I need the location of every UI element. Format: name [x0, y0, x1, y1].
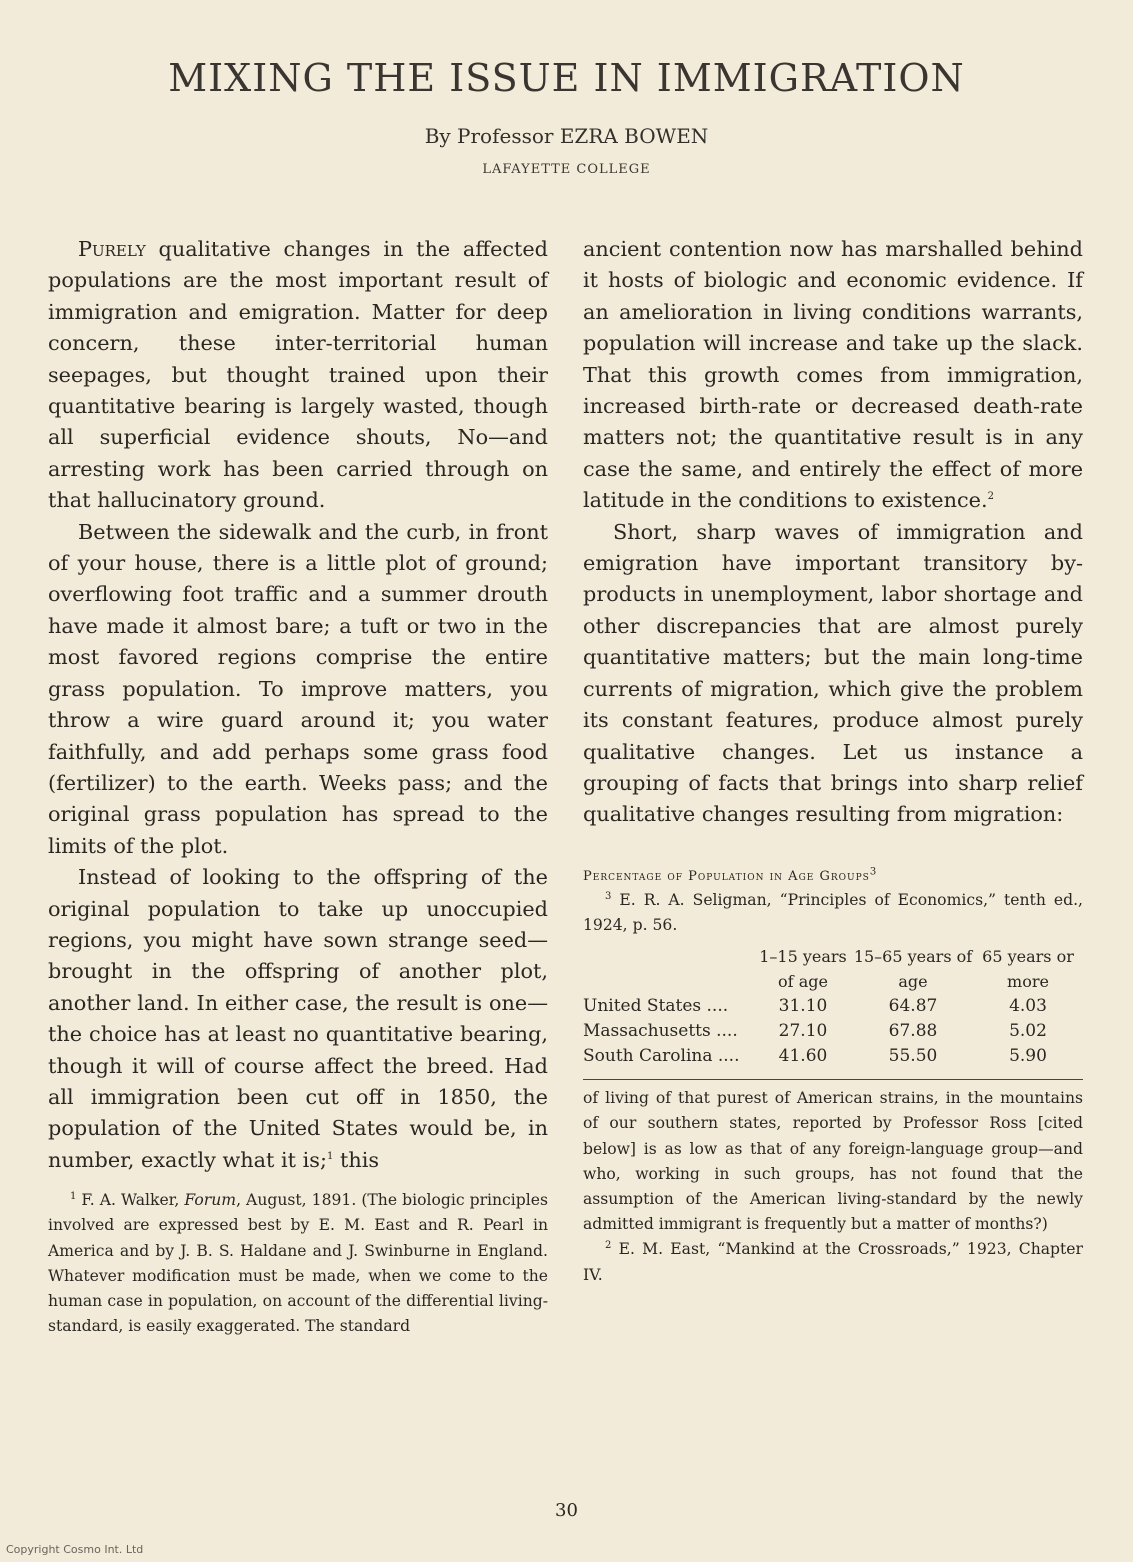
footnote-2-mark: 2 — [605, 1240, 612, 1252]
column-header: 65 years or more — [982, 947, 1074, 992]
table-row — [583, 1044, 1083, 1069]
lead-word: Purely — [78, 237, 146, 261]
paragraph-3 — [48, 862, 548, 1176]
author-affiliation: LAFAYETTE COLLEGE — [482, 162, 651, 177]
column-header: 1–15 years of age — [759, 947, 847, 992]
table-cell: 41.60 — [778, 1046, 828, 1067]
footnote-2-text: E. M. East, “Mankind at the Crossroads,” 1923, Chapter IV. — [583, 1240, 1083, 1284]
table-cell: 55.50 — [888, 1046, 938, 1067]
table-title: Percentage of Population in Age Groups$^3$ — [583, 866, 878, 884]
paragraph-1-text: qualitative changes in the affected populations are the most important result of immigration and emigration. Matter for deep concern, these inter-territorial human seepages, but thought trained upon their quantitative bearing is largely wasted, though all superficial evidence shouts, No—and arresting work has been carried through on that hallucinatory ground. — [48, 237, 548, 513]
footnote-1-text: , August, 1891. (The biologic principles involved are expressed best by E. M. East and R. Pearl in America and by J. B. S. Haldane and J. Swinburne in England. Whatever modification must be made, when we come to the human case in population, on account of the differential living-standard, is easily exaggerated. The standard — [48, 1191, 548, 1336]
author-byline: By Professor EZRA BOWEN — [424, 124, 709, 148]
paragraph-4 — [583, 234, 1083, 517]
table-cell: 67.88 — [888, 1021, 938, 1042]
footnote-1-continued: of living of that purest of American strains, in the mountains of our southern states, reported by Professor Ross [cited below] is as low as that of any foreign-language group—and who, working in such groups, has not found that the assumption of the American living-standard by the newly admitted immigrant is frequently but a matter of months?) — [583, 1089, 1083, 1234]
footnote-1-author: F. A. Walker, — [76, 1191, 185, 1210]
table-cell: 64.87 — [888, 996, 938, 1017]
footnote-2 — [583, 1237, 1083, 1287]
row-label: South Carolina .... — [583, 1046, 740, 1067]
page-number: 30 — [555, 1500, 578, 1521]
footnote-1-source: Forum — [184, 1191, 237, 1210]
footnote-3 — [583, 888, 1083, 938]
footnote-divider — [583, 1079, 1083, 1080]
age-groups-table — [583, 944, 1083, 1069]
table-header-row — [583, 944, 1083, 994]
article-title: MIXING THE ISSUE IN IMMIGRATION — [168, 56, 965, 100]
table-row — [583, 1019, 1083, 1044]
right-column — [583, 234, 1083, 1288]
paragraph-1 — [48, 234, 548, 517]
paragraph-5: Short, sharp waves of immigration and emigration have important transitory by-products in unemployment, labor shortage and other discrepancies that are almost purely quantitative matters; but the main long-time currents of migration, which give the problem its constant features, produce almost purely qualitative changes. Let us instance a grouping of facts that brings into sharp relief qualitative changes resulting from migration: — [583, 519, 1083, 827]
table-cell: 5.90 — [1009, 1046, 1047, 1067]
footnote-ref-3: 3 — [869, 866, 878, 878]
table-row — [583, 994, 1083, 1019]
footnote-3-text: E. R. A. Seligman, “Principles of Economics,” tenth ed., 1924, p. 56. — [583, 890, 1083, 934]
column-header: 15–65 years of age — [853, 947, 973, 992]
paragraph-3-text: Instead of looking to the offspring of the original population to take up unoccupied regions, you might have sown strange seed—brought in the offspring of another plot, another land. In either case, the result is one—the choice has at least no quantitative bearing, though it will of course affect the breed. Had all immigration been cut off in 1850, the population of the United States would be, in number, exactly what it is; — [48, 865, 548, 1172]
paragraph-4-text: ancient contention now has marshalled behind it hosts of biologic and economic evidence. If an amelioration in living conditions warrants, population will increase and take up the slack. That this growth comes from immigration, increased birth-rate or decreased death-rate matters not; the quantitative result is in any case the same, and entirely the effect of more latitude in the conditions to existence. — [583, 237, 1083, 513]
row-label: United States .... — [583, 996, 729, 1017]
table-cell: 5.02 — [1009, 1021, 1047, 1042]
table-cell: 31.10 — [778, 996, 828, 1017]
footnote-1 — [48, 1188, 548, 1339]
left-column — [48, 234, 548, 1339]
paragraph-3-tail: this — [333, 1147, 380, 1172]
footnote-ref-1: 1 — [326, 1150, 334, 1162]
row-label: Massachusetts .... — [583, 1021, 738, 1042]
copyright-credit: Copyright Cosmo Int. Ltd — [6, 1543, 144, 1556]
paragraph-2: Between the sidewalk and the curb, in front of your house, there is a little plot of ground; overflowing foot traffic and a summer drouth have made it almost bare; a tuft or two in the most favored regions comprise the entire grass population. To improve matters, you throw a wire guard around it; you water faithfully, and add perhaps some grass food (fertilizer) to the earth. Weeks pass; and the original grass population has spread to the limits of the plot. — [48, 519, 548, 858]
footnote-ref-2: 2 — [987, 491, 994, 503]
table-cell: 4.03 — [1009, 996, 1047, 1017]
footnote-3-mark: 3 — [605, 890, 612, 902]
table-cell: 27.10 — [778, 1021, 828, 1042]
footnote-1-mark: 1 — [70, 1191, 77, 1202]
